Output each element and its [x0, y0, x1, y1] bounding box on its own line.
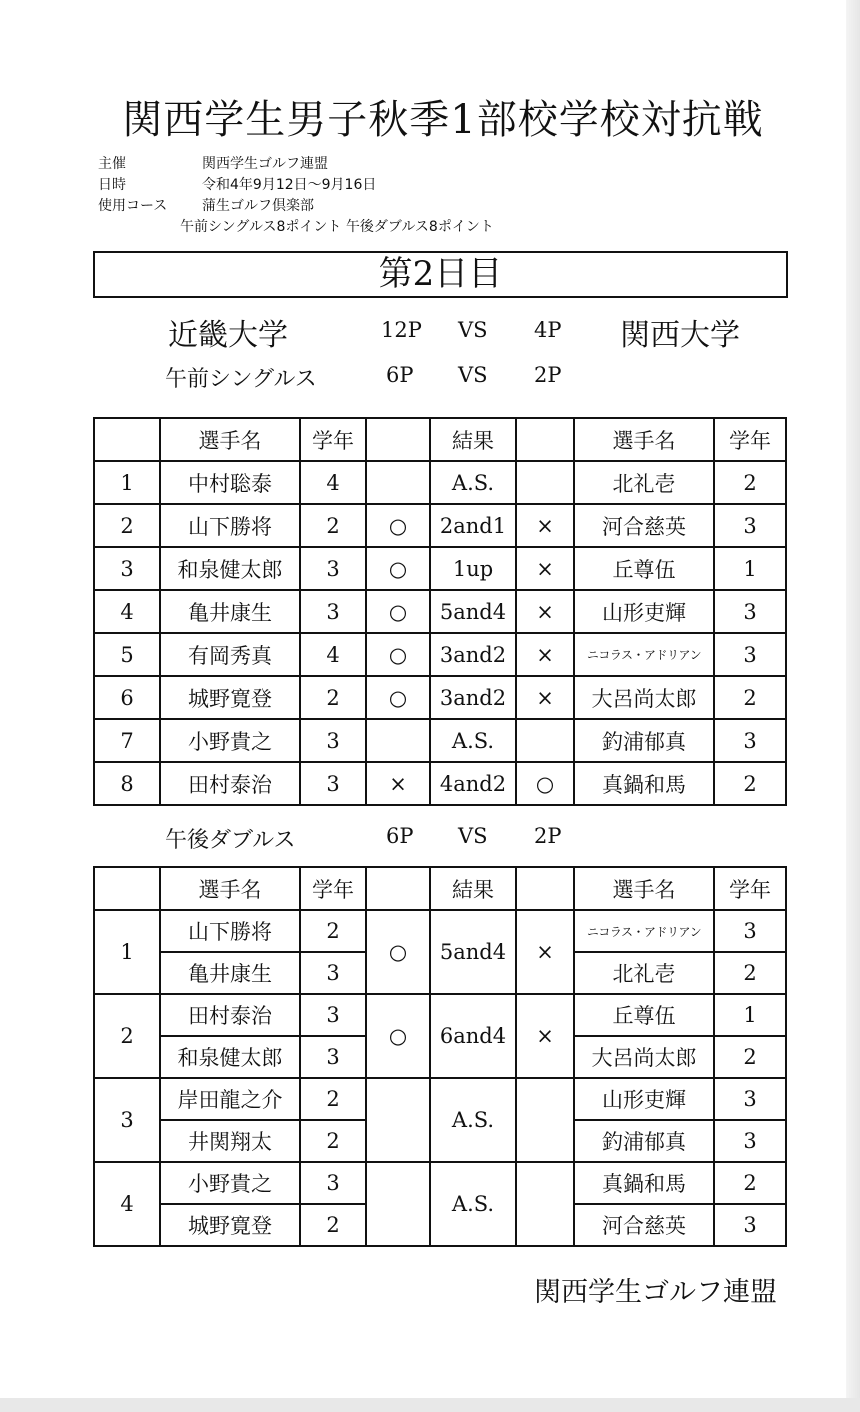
table-row — [94, 461, 786, 504]
mark-right: × — [516, 910, 574, 994]
player-left: 亀井康生 — [160, 590, 300, 633]
player-left: 小野貴之 — [160, 1162, 300, 1204]
player-left: 和泉健太郎 — [160, 1036, 300, 1078]
table-row — [94, 1078, 786, 1120]
page-edge-shadow — [846, 0, 860, 1412]
match-number: 6 — [94, 676, 160, 719]
match-result: A.S. — [430, 719, 516, 762]
grade-right: 1 — [714, 994, 786, 1036]
header-result: 結果 — [430, 418, 516, 461]
player-right: 河合慈英 — [574, 1204, 714, 1246]
player-right: ニコラス・アドリアン — [574, 910, 714, 952]
mark-right: × — [516, 590, 574, 633]
singles-vs: VS — [458, 363, 488, 387]
match-result: 3and2 — [430, 633, 516, 676]
total-left-points: 12P — [381, 318, 422, 342]
header-player-left: 選手名 — [160, 418, 300, 461]
grade-left: 2 — [300, 1204, 366, 1246]
grade-left: 3 — [300, 547, 366, 590]
match-number: 5 — [94, 633, 160, 676]
player-right: 大呂尚太郎 — [574, 1036, 714, 1078]
table-row — [94, 1162, 786, 1204]
match-number: 2 — [94, 504, 160, 547]
grade-right: 3 — [714, 910, 786, 952]
total-score-line — [0, 310, 860, 353]
header-mark-right — [516, 867, 574, 910]
mark-right — [516, 461, 574, 504]
player-left: 中村聡泰 — [160, 461, 300, 504]
organizer-value: 関西学生ゴルフ連盟 — [202, 156, 328, 172]
grade-left: 4 — [300, 461, 366, 504]
footer-organizer: 関西学生ゴルフ連盟 — [534, 1277, 777, 1308]
header-player-left: 選手名 — [160, 867, 300, 910]
doubles-vs: VS — [458, 824, 488, 848]
total-vs: VS — [458, 318, 488, 342]
player-right: 北礼壱 — [574, 461, 714, 504]
grade-left: 3 — [300, 1162, 366, 1204]
table-row — [94, 994, 786, 1036]
mark-right: × — [516, 676, 574, 719]
singles-table — [93, 417, 787, 806]
format-note: 午前シングルス8ポイント 午後ダブルス8ポイント — [180, 219, 494, 235]
player-left: 有岡秀真 — [160, 633, 300, 676]
player-right: 山形吏輝 — [574, 1078, 714, 1120]
header-no — [94, 867, 160, 910]
player-left: 田村泰治 — [160, 994, 300, 1036]
match-number: 1 — [94, 461, 160, 504]
table-row — [94, 633, 786, 676]
match-result: 4and2 — [430, 762, 516, 805]
table-row — [94, 504, 786, 547]
grade-right: 2 — [714, 1036, 786, 1078]
course-label: 使用コース — [98, 198, 168, 214]
match-number: 1 — [94, 910, 160, 994]
course-value: 蒲生ゴルフ倶楽部 — [202, 198, 314, 214]
mark-right: ○ — [516, 762, 574, 805]
mark-left: ○ — [366, 504, 430, 547]
mark-right — [516, 1078, 574, 1162]
match-number: 3 — [94, 547, 160, 590]
player-right: 釣浦郁真 — [574, 1120, 714, 1162]
header-mark-right — [516, 418, 574, 461]
grade-left: 2 — [300, 1120, 366, 1162]
total-right-points: 4P — [534, 318, 562, 342]
match-result: A.S. — [430, 1078, 516, 1162]
player-left: 田村泰治 — [160, 762, 300, 805]
table-row — [94, 676, 786, 719]
mark-left — [366, 1078, 430, 1162]
mark-right: × — [516, 994, 574, 1078]
grade-left: 2 — [300, 504, 366, 547]
player-right: 真鍋和馬 — [574, 762, 714, 805]
mark-left — [366, 461, 430, 504]
team-left: 近畿大学 — [168, 318, 288, 353]
day-heading: 第2日目 — [93, 251, 788, 298]
player-right: ニコラス・アドリアン — [574, 633, 714, 676]
mark-left: × — [366, 762, 430, 805]
match-number: 2 — [94, 994, 160, 1078]
grade-left: 2 — [300, 1078, 366, 1120]
mark-left: ○ — [366, 910, 430, 994]
grade-right: 1 — [714, 547, 786, 590]
player-right: 真鍋和馬 — [574, 1162, 714, 1204]
match-number: 4 — [94, 590, 160, 633]
grade-right: 3 — [714, 1078, 786, 1120]
grade-right: 3 — [714, 1120, 786, 1162]
header-row — [94, 867, 786, 910]
player-right: 釣浦郁真 — [574, 719, 714, 762]
player-left: 岸田龍之介 — [160, 1078, 300, 1120]
grade-right: 2 — [714, 952, 786, 994]
match-result: 6and4 — [430, 994, 516, 1078]
header-mark-left — [366, 867, 430, 910]
header-grade-left: 学年 — [300, 418, 366, 461]
match-result: A.S. — [430, 1162, 516, 1246]
mark-right — [516, 1162, 574, 1246]
player-right: 丘尊伍 — [574, 994, 714, 1036]
grade-right: 3 — [714, 590, 786, 633]
player-left: 山下勝将 — [160, 910, 300, 952]
singles-left-points: 6P — [386, 363, 414, 387]
player-left: 小野貴之 — [160, 719, 300, 762]
grade-left: 2 — [300, 676, 366, 719]
player-left: 城野寛登 — [160, 676, 300, 719]
singles-score-line — [0, 360, 860, 400]
mark-right: × — [516, 633, 574, 676]
match-number: 8 — [94, 762, 160, 805]
mark-left: ○ — [366, 676, 430, 719]
grade-right: 2 — [714, 1162, 786, 1204]
mark-left: ○ — [366, 590, 430, 633]
player-left: 井関翔太 — [160, 1120, 300, 1162]
match-number: 3 — [94, 1078, 160, 1162]
header-player-right: 選手名 — [574, 867, 714, 910]
table-row — [94, 762, 786, 805]
grade-left: 3 — [300, 1036, 366, 1078]
mark-left — [366, 719, 430, 762]
mark-left — [366, 1162, 430, 1246]
mark-right: × — [516, 547, 574, 590]
header-grade-right: 学年 — [714, 867, 786, 910]
table-row — [94, 910, 786, 952]
header-result: 結果 — [430, 867, 516, 910]
organizer-label: 主催 — [98, 156, 126, 172]
player-right: 山形吏輝 — [574, 590, 714, 633]
grade-right: 2 — [714, 676, 786, 719]
doubles-table — [93, 866, 787, 1247]
doubles-right-points: 2P — [534, 824, 562, 848]
date-label: 日時 — [98, 177, 126, 193]
singles-right-points: 2P — [534, 363, 562, 387]
team-right: 関西大学 — [620, 318, 740, 353]
match-result: 1up — [430, 547, 516, 590]
mark-left: ○ — [366, 994, 430, 1078]
match-result: A.S. — [430, 461, 516, 504]
mark-right: × — [516, 504, 574, 547]
header-grade-left: 学年 — [300, 867, 366, 910]
event-info — [98, 154, 494, 238]
grade-right: 3 — [714, 633, 786, 676]
table-row — [94, 590, 786, 633]
table-row — [94, 719, 786, 762]
player-right: 丘尊伍 — [574, 547, 714, 590]
grade-left: 4 — [300, 633, 366, 676]
player-right: 河合慈英 — [574, 504, 714, 547]
page-title: 関西学生男子秋季1部校学校対抗戦 — [122, 97, 764, 143]
header-grade-right: 学年 — [714, 418, 786, 461]
grade-left: 3 — [300, 994, 366, 1036]
date-value: 令和4年9月12日～9月16日 — [202, 177, 377, 193]
header-no — [94, 418, 160, 461]
grade-left: 3 — [300, 590, 366, 633]
grade-left: 3 — [300, 762, 366, 805]
mark-left: ○ — [366, 547, 430, 590]
player-left: 山下勝将 — [160, 504, 300, 547]
grade-left: 3 — [300, 719, 366, 762]
mark-right — [516, 719, 574, 762]
doubles-label: 午後ダブルス — [165, 828, 296, 853]
player-left: 亀井康生 — [160, 952, 300, 994]
grade-right: 2 — [714, 461, 786, 504]
table-row — [94, 547, 786, 590]
page-bottom-shadow — [0, 1398, 860, 1412]
grade-right: 2 — [714, 762, 786, 805]
grade-right: 3 — [714, 1204, 786, 1246]
grade-left: 3 — [300, 952, 366, 994]
match-number: 7 — [94, 719, 160, 762]
match-result: 5and4 — [430, 910, 516, 994]
match-result: 5and4 — [430, 590, 516, 633]
grade-right: 3 — [714, 719, 786, 762]
grade-left: 2 — [300, 910, 366, 952]
player-left: 城野寛登 — [160, 1204, 300, 1246]
match-result: 2and1 — [430, 504, 516, 547]
player-right: 大呂尚太郎 — [574, 676, 714, 719]
player-right: 北礼壱 — [574, 952, 714, 994]
header-row — [94, 418, 786, 461]
header-player-right: 選手名 — [574, 418, 714, 461]
match-result: 3and2 — [430, 676, 516, 719]
player-left: 和泉健太郎 — [160, 547, 300, 590]
mark-left: ○ — [366, 633, 430, 676]
grade-right: 3 — [714, 504, 786, 547]
doubles-score-line — [0, 821, 860, 861]
doubles-left-points: 6P — [386, 824, 414, 848]
singles-label: 午前シングルス — [165, 367, 317, 392]
match-number: 4 — [94, 1162, 160, 1246]
header-mark-left — [366, 418, 430, 461]
